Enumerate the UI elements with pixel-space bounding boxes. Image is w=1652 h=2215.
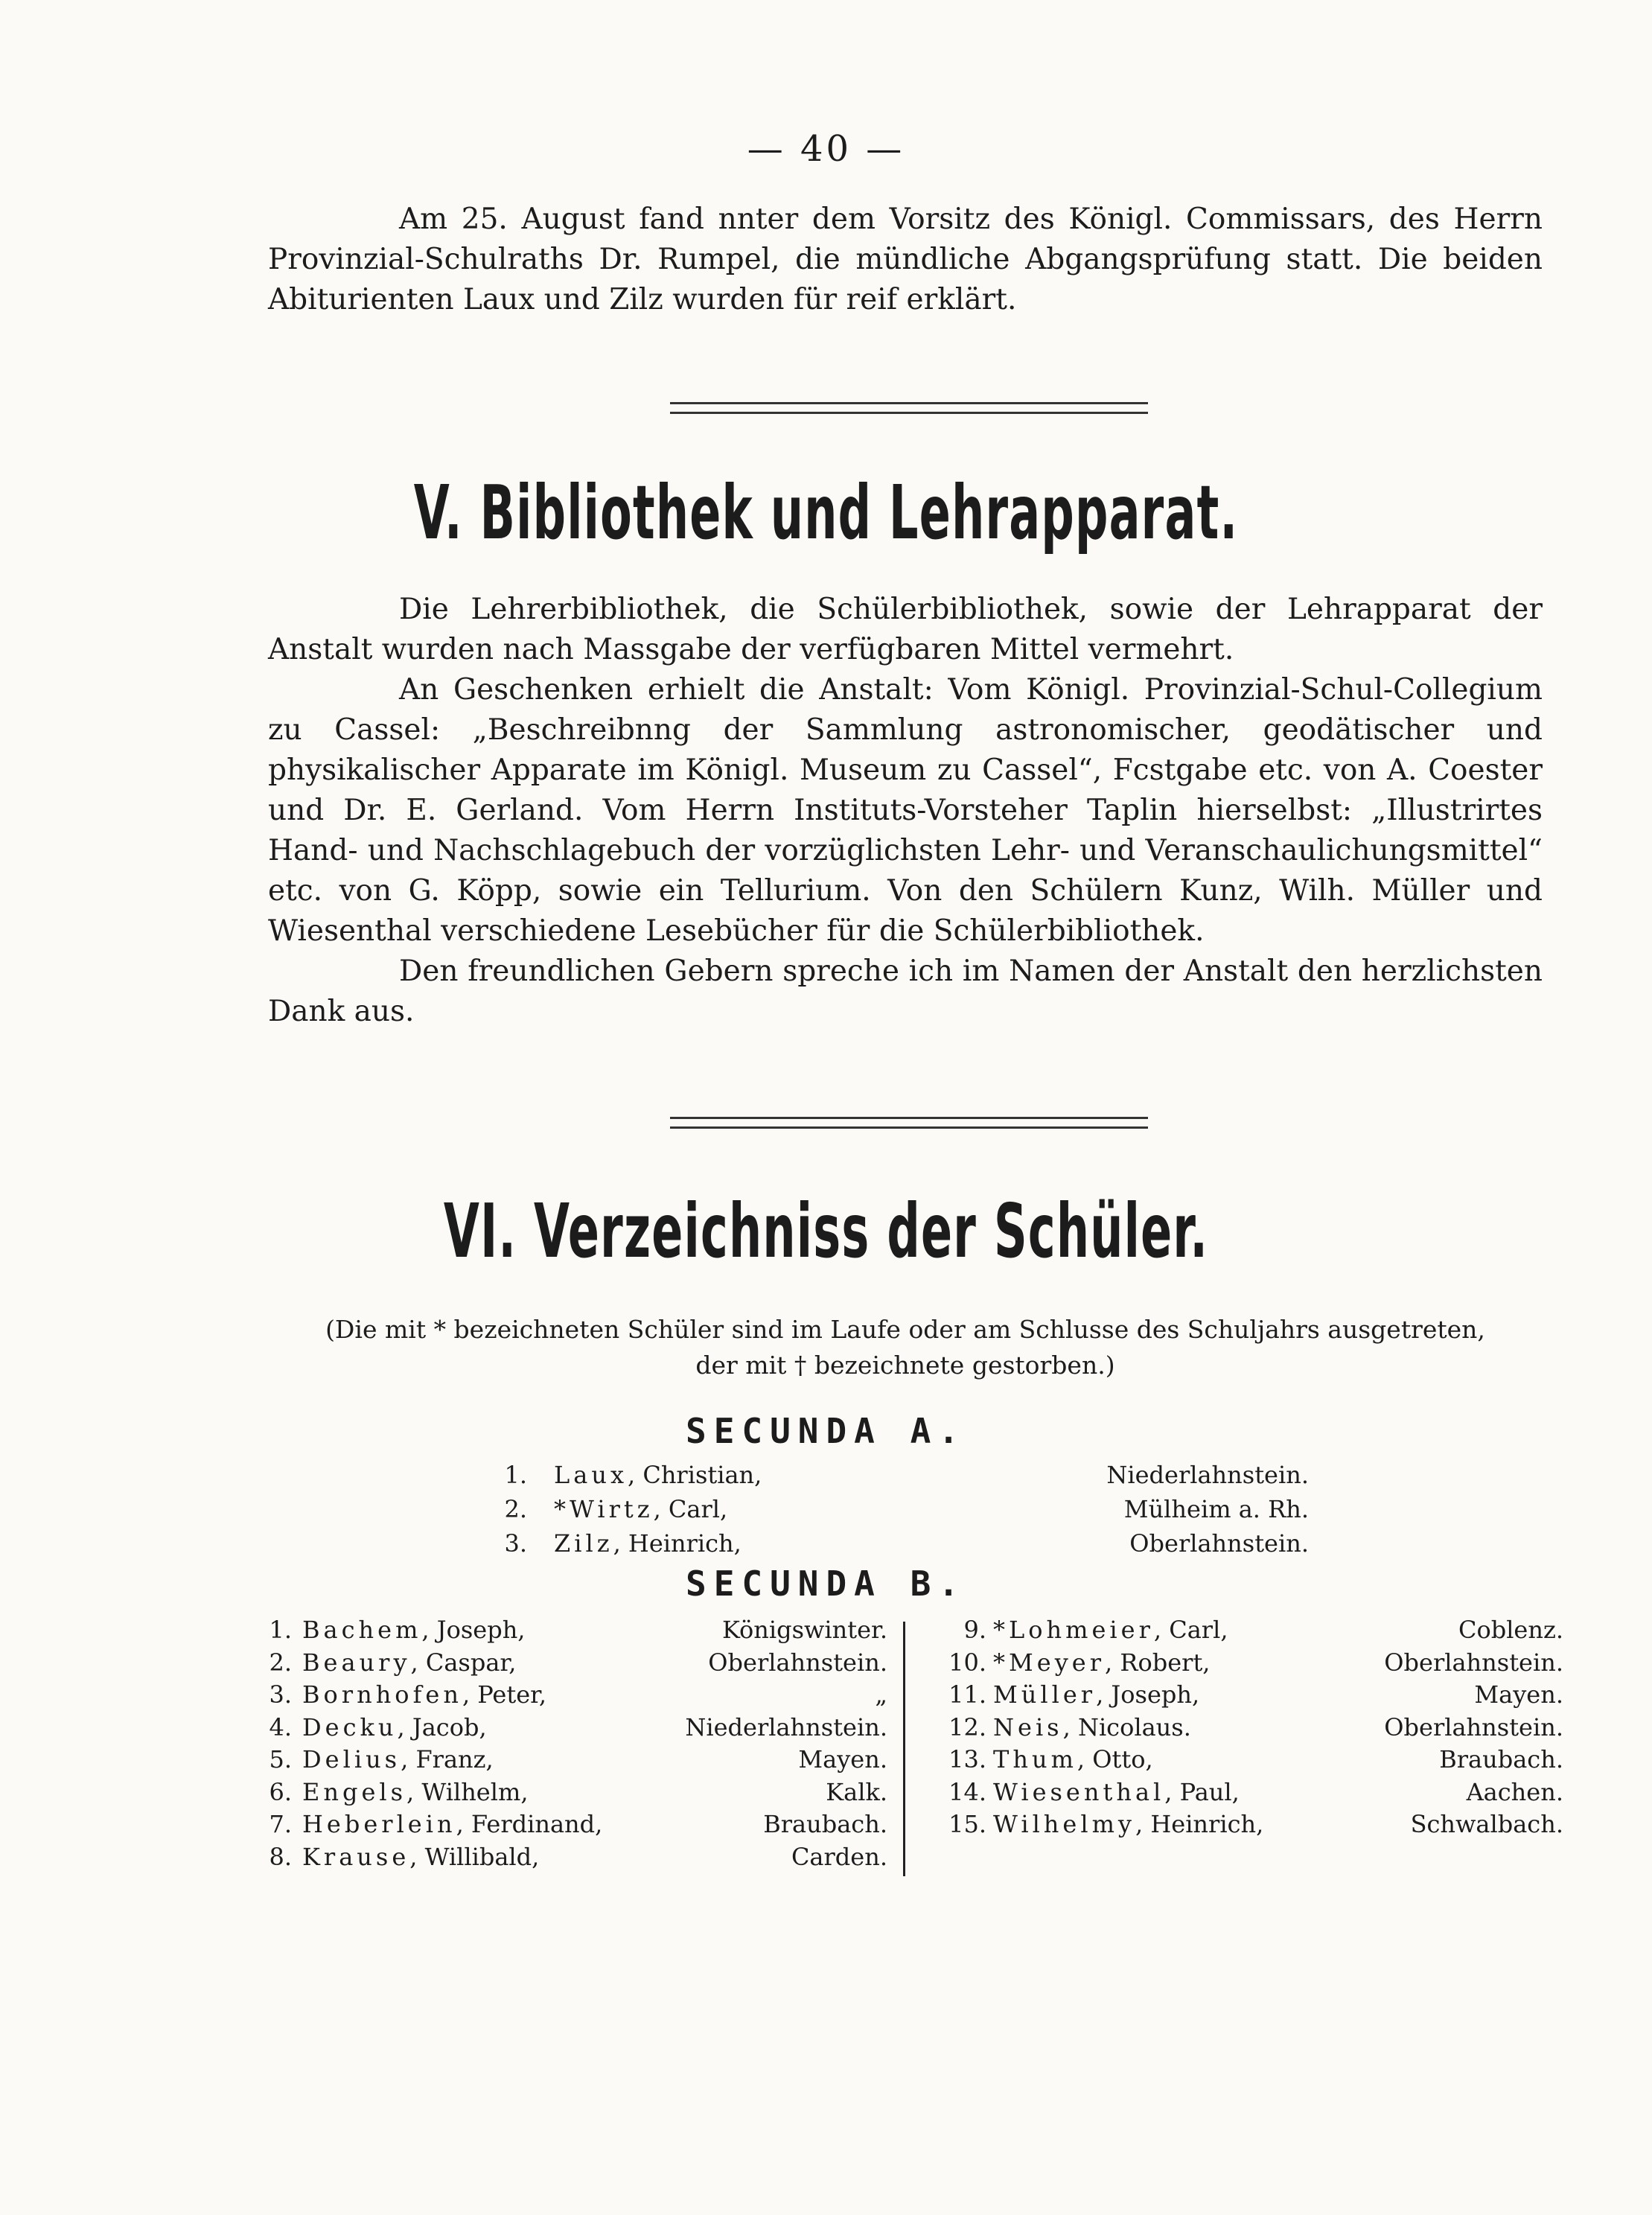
student-surname: Delius: [302, 1745, 401, 1773]
student-firstname: , Jacob,: [397, 1712, 487, 1741]
student-firstname: , Heinrich,: [613, 1529, 742, 1558]
section-divider-2: [670, 1117, 1148, 1129]
student-surname: Heberlein: [302, 1810, 456, 1838]
section-5-paragraph-1: Die Lehrerbibliothek, die Schülerbibliothek, sowie der Lehrapparat der Anstalt wurden nach Massgabe der verfügbaren Mittel vermehrt.: [268, 593, 1543, 666]
student-name: [554, 1459, 762, 1491]
student-number: 15.: [948, 1810, 986, 1838]
student-surname: Decku: [302, 1712, 398, 1741]
student-firstname: , Joseph,: [421, 1616, 526, 1644]
student-firstname: , Franz,: [401, 1745, 494, 1773]
student-row: [0, 1841, 1652, 1874]
student-firstname: , Paul,: [1164, 1777, 1240, 1806]
student-name: [993, 1744, 1153, 1775]
student-hometown: Kalk.: [826, 1777, 887, 1806]
student-hometown: Niederlahnstein.: [1106, 1461, 1309, 1489]
section-6-heading: VI. Verzeichniss der Schüler.: [443, 1188, 1209, 1275]
student-number: 10.: [948, 1648, 986, 1677]
student-number: 11.: [948, 1680, 986, 1709]
student-hometown: Aachen.: [1466, 1777, 1563, 1806]
student-row: [0, 1459, 1652, 1492]
student-hometown: Oberlahnstein.: [1384, 1712, 1563, 1741]
student-surname: *Lohmeier: [993, 1616, 1154, 1644]
student-surname: Wilhelmy: [993, 1810, 1135, 1838]
student-hometown: Mayen.: [798, 1745, 887, 1773]
student-firstname: , Ferdinand,: [456, 1810, 603, 1838]
student-hometown: Coblenz.: [1458, 1616, 1563, 1644]
student-name: [993, 1647, 1210, 1678]
student-name: [993, 1679, 1199, 1710]
student-row: [0, 1679, 1652, 1712]
student-name: [993, 1712, 1191, 1743]
student-number: 2.: [504, 1495, 527, 1523]
student-number: 14.: [948, 1777, 986, 1806]
student-surname: Zilz: [554, 1529, 613, 1558]
student-firstname: , Peter,: [462, 1680, 547, 1709]
student-surname: *Wirtz: [554, 1495, 654, 1523]
legend-note-line-1: (Die mit * bezeichneten Schüler sind im Laufe oder am Schlusse des Schuljahrs ausgetreten,: [325, 1315, 1485, 1344]
student-number: 9.: [963, 1616, 986, 1644]
student-name: [993, 1776, 1240, 1808]
student-firstname: , Robert,: [1105, 1648, 1211, 1677]
student-firstname: , Heinrich,: [1135, 1810, 1264, 1838]
student-number: 1.: [269, 1616, 292, 1644]
student-hometown: Oberlahnstein.: [1129, 1529, 1309, 1558]
student-surname: Beaury: [302, 1648, 411, 1677]
student-name: [993, 1808, 1263, 1840]
student-row: [0, 1712, 1652, 1744]
student-number: 1.: [504, 1461, 527, 1489]
page-number: — 40 —: [747, 128, 905, 170]
student-hometown: Niederlahnstein.: [685, 1712, 887, 1741]
student-firstname: , Wilhelm,: [406, 1777, 529, 1806]
student-number: 12.: [948, 1712, 986, 1741]
student-surname: Thum: [993, 1745, 1077, 1773]
student-row: [0, 1494, 1652, 1526]
student-hometown: Mayen.: [1474, 1680, 1563, 1709]
student-surname: *Meyer: [993, 1648, 1106, 1677]
student-surname: Engels: [302, 1777, 407, 1806]
student-surname: Bornhofen: [302, 1680, 462, 1709]
section-5-heading: V. Bibliothek und Lehrapparat.: [413, 469, 1239, 556]
section-divider-1: [670, 402, 1148, 414]
student-firstname: , Carl,: [1153, 1616, 1228, 1644]
student-hometown: Oberlahnstein.: [708, 1648, 887, 1677]
student-hometown: Braubach.: [763, 1810, 887, 1838]
student-surname: Wiesenthal: [993, 1777, 1165, 1806]
student-surname: Laux: [554, 1461, 628, 1489]
student-hometown: Braubach.: [1439, 1745, 1563, 1773]
student-firstname: , Joseph,: [1096, 1680, 1200, 1709]
student-name: [993, 1614, 1228, 1645]
student-firstname: , Carl,: [653, 1495, 728, 1523]
student-number: 2.: [269, 1648, 292, 1677]
student-hometown: Schwalbach.: [1410, 1810, 1563, 1838]
student-number: 13.: [948, 1745, 986, 1773]
student-row: [0, 1808, 1652, 1841]
student-number: 7.: [269, 1810, 292, 1838]
legend-note-line-2: der mit † bezeichnete gestorben.): [695, 1351, 1115, 1380]
student-surname: Neis: [993, 1712, 1063, 1741]
student-number: 5.: [269, 1745, 292, 1773]
intro-text: Am 25. August fand nnter dem Vorsitz des Königl. Commissars, des Herrn Provinzial-Schulraths Dr. Rumpel, die mündliche Abgangsprüfung statt. Die beiden Abiturienten Laux und Zilz wurden für reif erklärt.: [268, 203, 1543, 316]
student-number: 3.: [269, 1680, 292, 1709]
student-hometown: Mülheim a. Rh.: [1123, 1495, 1309, 1523]
section-5-body: [268, 590, 1543, 1032]
student-surname: Müller: [993, 1680, 1097, 1709]
student-name: [554, 1494, 727, 1525]
student-firstname: , Nicolaus.: [1062, 1712, 1191, 1741]
student-firstname: , Otto,: [1077, 1745, 1153, 1773]
student-surname: Krause: [302, 1842, 410, 1871]
student-hometown: Oberlahnstein.: [1384, 1648, 1563, 1677]
student-row: [0, 1528, 1652, 1561]
student-name: [302, 1841, 539, 1873]
student-hometown: Königswinter.: [721, 1616, 887, 1644]
student-number: 3.: [504, 1529, 527, 1558]
student-row: [0, 1647, 1652, 1680]
secunda-b-heading: SECUNDA B.: [686, 1564, 966, 1604]
student-number: 4.: [269, 1712, 292, 1741]
column-divider: [903, 1622, 905, 1876]
student-number: 6.: [269, 1777, 292, 1806]
section-5-paragraph-3: Den freundlichen Gebern spreche ich im Namen der Anstalt den herzlichsten Dank aus.: [268, 954, 1543, 1028]
student-name: [554, 1528, 742, 1559]
student-surname: Bachem: [302, 1616, 422, 1644]
student-firstname: , Caspar,: [410, 1648, 517, 1677]
student-row: [0, 1614, 1652, 1647]
student-row: [0, 1776, 1652, 1809]
intro-paragraph: [268, 200, 1543, 320]
student-number: 8.: [269, 1842, 292, 1871]
student-row: [0, 1744, 1652, 1776]
secunda-a-heading: SECUNDA A.: [686, 1411, 966, 1451]
student-hometown: „: [875, 1680, 887, 1709]
section-5-paragraph-2: An Geschenken erhielt die Anstalt: Vom Königl. Provinzial-Schul-Collegium zu Cassel: „Beschreibnng der Sammlung astronomischer, geodätischer und physikalischer Apparate im Königl. Museum zu Cassel“, Fcstgabe etc. von A. Coester und Dr. E. Gerland. Vom Herrn Instituts-Vorsteher Taplin hierselbst: „Illustrirtes Hand- und Nachschlagebuch der vorzüglichsten Lehr- und Veranschaulichungsmittel“ etc. von G. Köpp, sowie ein Tellurium. Von den Schülern Kunz, Wilh. Müller und Wiesenthal verschiedene Lesebücher für die Schülerbibliothek.: [268, 673, 1543, 948]
student-firstname: , Willibald,: [409, 1842, 540, 1871]
student-hometown: Carden.: [791, 1842, 887, 1871]
student-firstname: , Christian,: [627, 1461, 762, 1489]
